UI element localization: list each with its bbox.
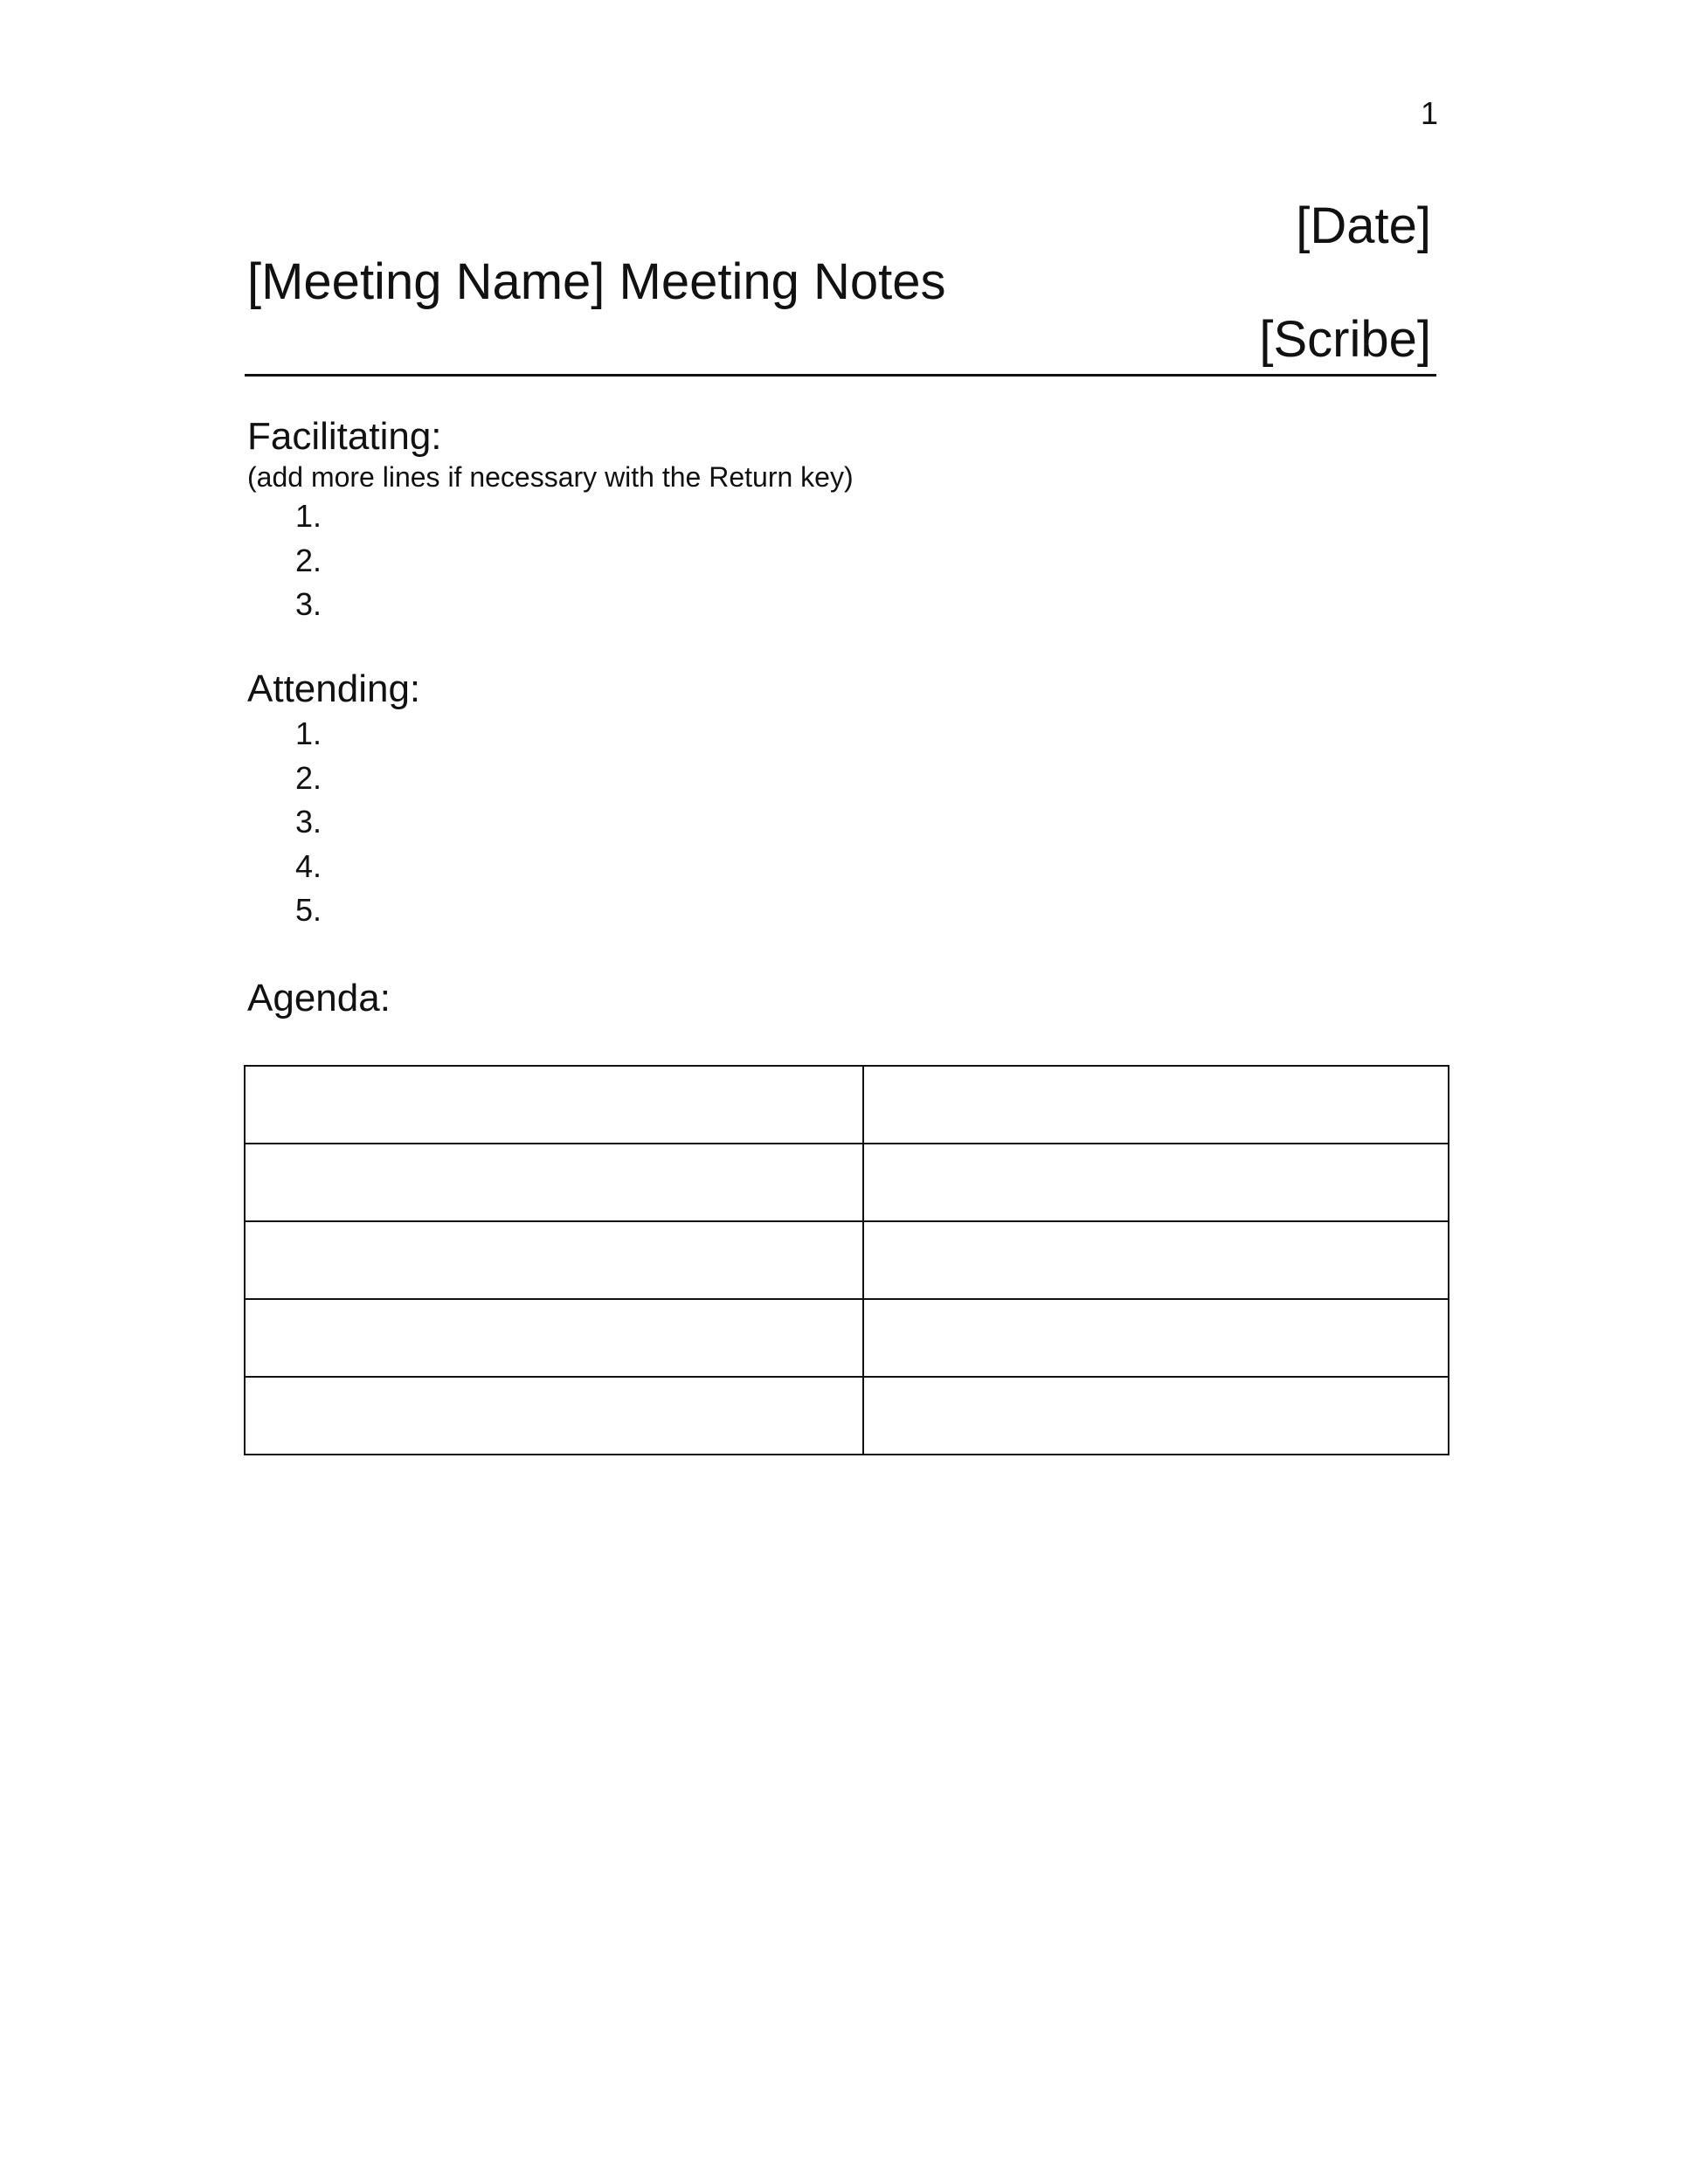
facilitating-list (295, 494, 322, 627)
agenda-cell[interactable] (863, 1377, 1449, 1455)
attending-item-5[interactable]: 5. (295, 892, 322, 928)
meeting-title[interactable]: [Meeting Name] Meeting Notes (247, 253, 946, 310)
agenda-cell[interactable] (863, 1221, 1449, 1299)
attending-heading: Attending: (247, 667, 421, 710)
agenda-table (244, 1065, 1449, 1455)
agenda-cell[interactable] (245, 1066, 863, 1144)
table-row (245, 1377, 1449, 1455)
facilitating-hint: (add more lines if necessary with the Return key) (247, 461, 854, 493)
agenda-cell[interactable] (245, 1221, 863, 1299)
table-row (245, 1144, 1449, 1221)
document-header (245, 194, 1436, 377)
page-number: 1 (1420, 95, 1438, 131)
table-row (245, 1299, 1449, 1377)
agenda-cell[interactable] (863, 1066, 1449, 1144)
scribe-field[interactable]: [Scribe] (1259, 311, 1431, 368)
table-row (245, 1221, 1449, 1299)
agenda-cell[interactable] (863, 1299, 1449, 1377)
attending-item-4[interactable]: 4. (295, 847, 322, 884)
attending-item-1[interactable]: 1. (295, 715, 322, 751)
agenda-cell[interactable] (245, 1299, 863, 1377)
agenda-heading: Agenda: (247, 977, 391, 1019)
attending-item-2[interactable]: 2. (295, 759, 322, 796)
facilitating-item-2[interactable]: 2. (295, 542, 322, 578)
attending-item-3[interactable]: 3. (295, 804, 322, 840)
facilitating-item-1[interactable]: 1. (295, 498, 322, 534)
agenda-cell[interactable] (245, 1377, 863, 1455)
table-row (245, 1066, 1449, 1144)
date-field[interactable]: [Date] (1296, 197, 1431, 254)
agenda-cell[interactable] (863, 1144, 1449, 1221)
attending-list (295, 712, 322, 933)
facilitating-item-3[interactable]: 3. (295, 586, 322, 622)
facilitating-heading: Facilitating: (247, 415, 442, 458)
agenda-cell[interactable] (245, 1144, 863, 1221)
